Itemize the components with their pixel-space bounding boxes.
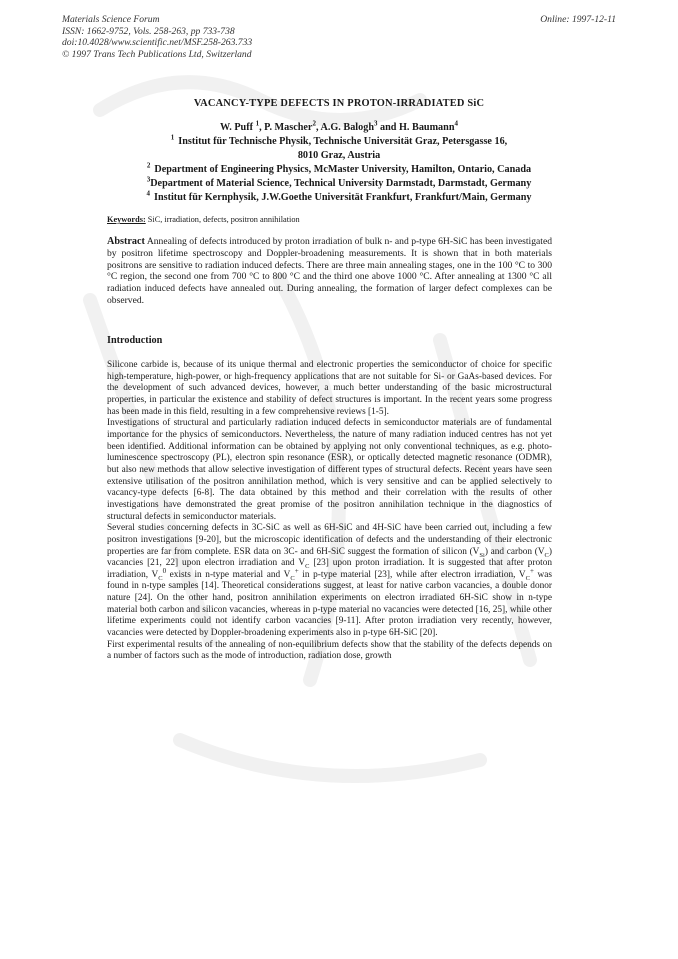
author-name: , P. Mascher <box>259 122 313 133</box>
superscript: 0 <box>162 566 167 575</box>
affiliation-mark: 1 <box>170 133 175 142</box>
abstract-text: Annealing of defects introduced by proton irradiation of bulk n- and p-type 6H-SiC has been investigated by positron lifetime spectroscopy and Doppler-broadening measurements. It is shown that in both materials positrons are sensitive to radiation induced defects. There are three main annealing stages, one in the 100 °C to 300 °C region, the second one from 700 °C to 800 °C and the third one above 1000 °C. After annealing at 1300 °C all radiation induced defects have annealed out. During annealing, the formation of larger defect complexes can be observed. <box>107 236 552 306</box>
superscript: + <box>294 566 299 575</box>
paragraph: Investigations of structural and particularly radiation induced defects in semiconductor materials are of fundamental importance for the physics of semiconductors. Nevertheless, the nature of many radiation induced centres has not yet been identified. Additional information can be obtained by applying not only conventional techniques, as e.g. photo-luminescence spectroscopy (PL), electron spin resonance (ESR), or optically detected magnetic resonance (ODMR), but also new methods that allow selective investigation of different types of structural defects. Recent years have seen extensive utilisation of the positron annihilation method, which is very sensitive and can be applied selectively to vacancy-type defects [6-8]. The data obtained by this method and their correlation with the results of other investigations have demonstrated the great promise of the positron annihilation technique in the diagnostics of structural defects in semiconductor materials. <box>107 418 552 522</box>
journal-header <box>62 14 616 60</box>
subscript: C <box>158 574 163 582</box>
author-mark: 3 <box>373 119 378 128</box>
text-run: exists in n-type material and V <box>166 569 291 580</box>
affiliation-text: Institut für Kernphysik, J.W.Goethe Universität Frankfurt, Frankfurt/Main, Germany <box>153 192 532 203</box>
affiliation-mark: 2 <box>146 161 151 170</box>
text-run: ) vacancies [21, 22] upon electron irradiation and V <box>107 546 552 569</box>
affiliation-mark: 3 <box>146 175 151 184</box>
superscript: + <box>529 566 534 575</box>
paragraph: Silicone carbide is, because of its unique thermal and electronic properties the semiconductor of choice for specific high-temperature, high-power, or high-frequency applications that are not suitable for Si- or GaAs-based devices. For the development of such advanced devices, however, a much better understanding of the basic microstructural properties, in particular the existence and stability of defect structures is important. In the recent years some progress has been made in this field, resulting in a few comprehensive reviews [1-5]. <box>107 360 552 417</box>
author-mark: 4 <box>454 119 458 128</box>
text-run: in p-type material [23], while after electron irradiation, V <box>298 569 526 580</box>
section-heading: Introduction <box>107 335 163 346</box>
affiliation-4 <box>0 191 678 205</box>
doi-link[interactable]: doi:10.4028/www.scientific.net/MSF.258-263.733 <box>62 37 253 49</box>
keywords-text: SiC, irradiation, defects, positron annihilation <box>147 215 300 224</box>
introduction-body <box>107 360 552 663</box>
abstract <box>107 236 552 307</box>
author-name: W. Puff <box>219 122 254 133</box>
text-run: Several studies concerning defects in 3C-SiC as well as 6H-SiC and 4H-SiC have been carried out, including a few positron investigations [9-20], but the microscopic identification of defects and the understanding of their electronic properties are far from complete. ESR data on 3C- and 6H-SiC suggest the formation of silicon (V <box>107 523 552 557</box>
author-block <box>0 121 678 205</box>
subscript: C <box>290 574 295 582</box>
affiliation-3 <box>0 177 678 191</box>
abstract-label: Abstract <box>107 236 145 247</box>
online-date: Online: 1997-12-11 <box>540 14 616 25</box>
paragraph <box>107 523 552 640</box>
journal-name: Materials Science Forum <box>62 14 160 25</box>
affiliation-1-city: 8010 Graz, Austria <box>297 150 381 161</box>
affiliation-mark: 4 <box>146 189 150 198</box>
subscript: C <box>525 574 530 582</box>
issn-line: ISSN: 1662-9752, Vols. 258-263, pp 733-738 <box>62 25 235 37</box>
text-run: was found in n-type samples [14]. Theoretical considerations suggest, at least for native carbon vacancies, a double donor nature [24]. On the other hand, positron annihilation experiments on electron irradiated 6H-SiC show in n-type material both carbon and silicon vacancies, whereas in p-type material no vacancies were detected [16, 25], while other lifetime experiments could not identify carbon vacancies [9-11]. After proton irradiation very recently, however, vacancies were detected by Doppler-broadening experiments also in p-type 6H-SiC [20]. <box>107 569 553 639</box>
affiliation-text: Department of Engineering Physics, McMaster University, Hamilton, Ontario, Canada <box>154 164 532 175</box>
paper-title: VACANCY-TYPE DEFECTS IN PROTON-IRRADIATED SiC <box>193 98 485 109</box>
text-run: ) and carbon (V <box>484 546 545 557</box>
author-name: , A.G. Balogh <box>315 122 374 133</box>
subscript: C <box>544 551 549 559</box>
author-list <box>0 121 678 135</box>
author-name: and H. Baumann <box>377 122 455 133</box>
text-run: [23] upon proton irradiation. It is suggested that after proton irradiation, V <box>107 558 553 580</box>
affiliation-text: Institut für Technische Physik, Technische Universität Graz, Petersgasse 16, <box>178 136 508 147</box>
copyright-line: © 1997 Trans Tech Publications Ltd, Switzerland <box>62 48 252 60</box>
subscript: C <box>305 563 310 571</box>
keywords-label: Keywords: <box>107 215 146 224</box>
keywords <box>107 215 300 224</box>
affiliation-text: Department of Material Science, Technical University Darmstadt, Darmstadt, Germany <box>150 178 532 189</box>
subscript: Si <box>479 551 485 559</box>
author-mark: 2 <box>312 119 316 128</box>
affiliation-1 <box>0 135 678 149</box>
affiliation-2 <box>0 163 678 177</box>
paragraph: First experimental results of the annealing of non-equilibrium defects show that the stability of the defects depends on a number of factors such as the mode of introduction, radiation dose, growth <box>107 639 552 662</box>
author-mark: 1 <box>255 119 260 128</box>
